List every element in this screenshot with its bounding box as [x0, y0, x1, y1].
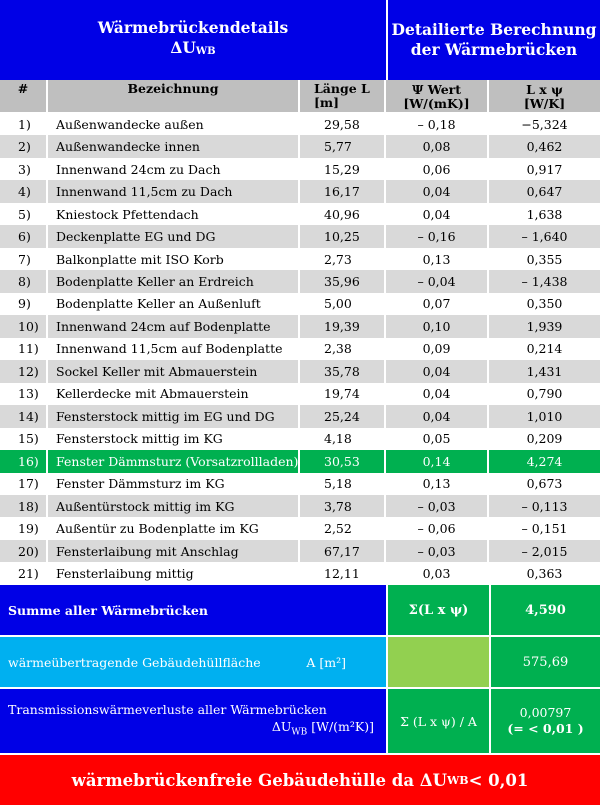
row-number: 15) [0, 428, 48, 450]
area-label: wärmeübertragende Gebäudehüllfläche [8, 654, 261, 670]
row-length: 12,11 [300, 562, 386, 584]
table-row [0, 158, 600, 180]
row-name: Fensterlaibung mit Anschlag [48, 540, 300, 562]
area-value: 575,69 [491, 637, 600, 687]
row-psi: – 0,16 [386, 225, 489, 247]
area-unit: A [m²] [306, 654, 346, 670]
row-number: 14) [0, 405, 48, 427]
row-l-psi: 0,214 [526, 341, 563, 357]
row-length: 5,18 [300, 473, 386, 495]
row-number: 13) [0, 383, 48, 405]
header-calculation-line2: der Wärmebrücken [410, 40, 578, 59]
row-psi: 0,04 [386, 405, 489, 427]
row-number: 19) [0, 517, 48, 539]
row-number: 9) [0, 293, 48, 315]
area-label-cell [0, 637, 388, 687]
header-details-title: Wärmebrückendetails [97, 18, 289, 37]
table-row [0, 540, 600, 562]
row-l-psi: 0,673 [526, 476, 563, 492]
row-psi: 0,08 [386, 135, 489, 157]
row-l-psi: 1,939 [526, 318, 563, 334]
row-l-psi: 0,790 [526, 386, 563, 402]
row-number: 7) [0, 248, 48, 270]
row-number: 21) [0, 562, 48, 584]
table-row [0, 248, 600, 270]
row-name: Innenwand 24cm zu Dach [48, 158, 300, 180]
col-num: # [0, 80, 48, 112]
row-l-psi: – 1,640 [521, 229, 568, 245]
table-row [0, 203, 600, 225]
row-length: 35,96 [300, 270, 386, 292]
row-psi: 0,14 [386, 450, 489, 472]
row-number: 2) [0, 135, 48, 157]
header-calculation-line1: Detailierte Berechnung [391, 20, 597, 39]
col-name: Bezeichnung [48, 80, 300, 112]
row-name: Fenster Dämmsturz (Vorsatzrollladen) [48, 450, 300, 472]
row-length: 15,29 [300, 158, 386, 180]
row-number: 1) [0, 113, 48, 135]
row-l-psi: 0,355 [526, 251, 563, 267]
row-l-psi: 0,363 [526, 566, 563, 582]
row-l-psi: – 0,113 [521, 498, 568, 514]
row-l-psi: 4,274 [526, 453, 563, 469]
transmission-symbol: $\Delta U_{WB}$ [W/(m²K)] [271, 718, 374, 738]
row-name: Außenwandecke innen [48, 135, 300, 157]
row-psi: 0,04 [386, 180, 489, 202]
row-l-psi: −5,324 [521, 116, 568, 132]
transmission-formula: Σ (L x ψ) / A [388, 689, 491, 753]
transmission-condition: (= < 0,01 ) [507, 721, 584, 736]
table-row [0, 383, 600, 405]
row-name: Außentür zu Bodenplatte im KG [48, 517, 300, 539]
row-l-psi: 0,209 [526, 431, 563, 447]
row-name: Außentürstock mittig im KG [48, 495, 300, 517]
row-psi: 0,06 [386, 158, 489, 180]
row-psi: – 0,03 [386, 495, 489, 517]
area-row [0, 635, 600, 687]
row-length: 35,78 [300, 360, 386, 382]
row-psi: 0,10 [386, 315, 489, 337]
table-row [0, 270, 600, 292]
table-row [0, 180, 600, 202]
table-row [0, 562, 600, 584]
table-row [0, 517, 600, 539]
row-psi: 0,13 [386, 248, 489, 270]
row-psi: 0,04 [386, 383, 489, 405]
row-number: 17) [0, 473, 48, 495]
row-l-psi: 0,462 [526, 139, 563, 155]
footer-conclusion: wärmebrückenfreie Gebäudehülle da ΔU WB < 0,01 [0, 753, 600, 805]
table-row [0, 450, 600, 472]
row-name: Innenwand 24cm auf Bodenplatte [48, 315, 300, 337]
row-number: 3) [0, 158, 48, 180]
table-row [0, 225, 600, 247]
row-psi: – 0,03 [386, 540, 489, 562]
row-length: 2,52 [300, 517, 386, 539]
col-psi: Ψ Wert [W/(mK)] [386, 80, 489, 112]
row-psi: – 0,06 [386, 517, 489, 539]
row-name: Außenwandecke außen [48, 113, 300, 135]
row-number: 12) [0, 360, 48, 382]
row-length: 30,53 [300, 450, 386, 472]
summary-formula: Σ(L x ψ) [388, 585, 491, 635]
row-length: 29,58 [300, 113, 386, 135]
row-psi: 0,09 [386, 338, 489, 360]
row-number: 18) [0, 495, 48, 517]
row-length: 2,73 [300, 248, 386, 270]
row-psi: 0,04 [386, 360, 489, 382]
row-l-psi: 1,431 [526, 363, 563, 379]
row-name: Fensterstock mittig im KG [48, 428, 300, 450]
row-l-psi: 1,010 [526, 408, 563, 424]
row-number: 11) [0, 338, 48, 360]
row-length: 40,96 [300, 203, 386, 225]
table-row [0, 360, 600, 382]
row-length: 4,18 [300, 428, 386, 450]
area-blank-cell [388, 637, 491, 687]
row-name: Bodenplatte Keller an Erdreich [48, 270, 300, 292]
summary-row [0, 585, 600, 635]
row-length: 19,74 [300, 383, 386, 405]
transmission-value: 0,00797 [519, 705, 572, 720]
row-name: Bodenplatte Keller an Außenluft [48, 293, 300, 315]
row-psi: – 0,04 [386, 270, 489, 292]
row-length: 5,00 [300, 293, 386, 315]
row-length: 10,25 [300, 225, 386, 247]
row-length: 16,17 [300, 180, 386, 202]
row-l-psi: 1,638 [526, 206, 563, 222]
row-name: Fensterlaibung mittig [48, 562, 300, 584]
row-length: 5,77 [300, 135, 386, 157]
row-name: Sockel Keller mit Abmauerstein [48, 360, 300, 382]
transmission-label: Transmissionswärmeverluste aller Wärmebrücken [8, 701, 327, 717]
row-psi: – 0,18 [386, 113, 489, 135]
row-name: Balkonplatte mit ISO Korb [48, 248, 300, 270]
row-length: 25,24 [300, 405, 386, 427]
row-length: 3,78 [300, 495, 386, 517]
row-psi: 0,13 [386, 473, 489, 495]
row-name: Innenwand 11,5cm zu Dach [48, 180, 300, 202]
row-number: 20) [0, 540, 48, 562]
table-row [0, 473, 600, 495]
row-number: 6) [0, 225, 48, 247]
row-name: Fensterstock mittig im EG und DG [48, 405, 300, 427]
table-row [0, 428, 600, 450]
row-number: 4) [0, 180, 48, 202]
summary-label: Summe aller Wärmebrücken [0, 585, 388, 635]
transmission-value-cell [491, 689, 600, 753]
table-row [0, 315, 600, 337]
row-l-psi: – 1,438 [521, 274, 568, 290]
col-length: Länge L [m] [300, 80, 386, 112]
table-row [0, 495, 600, 517]
row-name: Innenwand 11,5cm auf Bodenplatte [48, 338, 300, 360]
table-header [0, 0, 600, 80]
row-length: 19,39 [300, 315, 386, 337]
transmission-label-cell [0, 689, 388, 753]
row-psi: 0,04 [386, 203, 489, 225]
transmission-row [0, 687, 600, 753]
row-l-psi: 0,647 [526, 184, 563, 200]
row-l-psi: – 0,151 [521, 521, 568, 537]
table-body [0, 113, 600, 585]
header-details [0, 0, 388, 80]
row-l-psi: 0,917 [526, 161, 563, 177]
row-name: Fenster Dämmsturz im KG [48, 473, 300, 495]
row-psi: 0,03 [386, 562, 489, 584]
table-row [0, 338, 600, 360]
col-l-psi: L x ψ [W/K] [523, 82, 566, 111]
row-l-psi: 0,350 [526, 296, 563, 312]
row-number: 10) [0, 315, 48, 337]
row-length: 2,38 [300, 338, 386, 360]
header-details-symbol: $\Delta U_{WB}$ [170, 38, 216, 57]
table-row [0, 293, 600, 315]
summary-value: 4,590 [491, 585, 600, 635]
row-number: 8) [0, 270, 48, 292]
column-header-row [0, 80, 600, 113]
row-name: Deckenplatte EG und DG [48, 225, 300, 247]
table-row [0, 135, 600, 157]
row-psi: 0,07 [386, 293, 489, 315]
row-number: 16) [0, 450, 48, 472]
header-calculation [388, 0, 600, 80]
table-row [0, 405, 600, 427]
row-name: Kellerdecke mit Abmauerstein [48, 383, 300, 405]
table-row [0, 113, 600, 135]
row-name: Kniestock Pfettendach [48, 203, 300, 225]
row-l-psi: – 2,015 [521, 543, 568, 559]
row-psi: 0,05 [386, 428, 489, 450]
row-length: 67,17 [300, 540, 386, 562]
row-number: 5) [0, 203, 48, 225]
